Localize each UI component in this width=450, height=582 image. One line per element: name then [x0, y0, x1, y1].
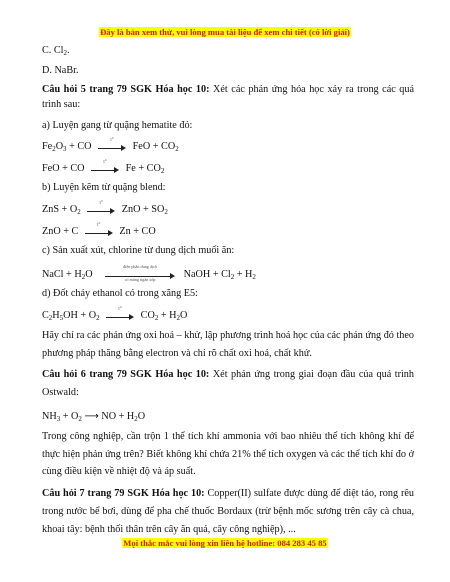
question-6-intro: Câu hỏi 6 trang 79 SGK Hóa học 10: Xét phản ứng trong giai đoạn đầu của quá trình Ostwald:: [42, 369, 414, 398]
question-7-intro: Câu hỏi 7 trang 79 SGK Hóa học 10: Copper(II) sulfate được dùng để diệt tảo, rong rêu trong nước bể bơi, dùng để pha chế thuốc Bordaux (trừ bệnh mốc sương trên cây cà chua, khoai tây: bệnh thối thân trên cây ăn quả, cây công nghiệp), ...: [42, 488, 414, 535]
question-5-title: Câu hỏi 5 trang 79 SGK Hóa học 10:: [42, 84, 210, 95]
question-5-intro: Câu hỏi 5 trang 79 SGK Hóa học 10: Xét các phản ứng hóa học xảy ra trong các quá trình sau:: [42, 84, 414, 110]
hotline-banner-text: Mọi thắc mắc vui lòng xin liên hệ hotline: 084 283 45 85: [123, 538, 327, 548]
equation-ostwald: $NH_3 + O_2$ ⟶ NO + $H_2O$: [42, 411, 146, 423]
q5-part-d-label: d) Đốt cháy ethanol có trong xăng E5:: [42, 288, 198, 299]
equation-6: $C_2H_5OH + O_2$ t° $CO_2 + H_2O$: [42, 306, 188, 322]
electrolysis-arrow-icon: điện phân dung dịch có màng ngăn xốp: [105, 270, 175, 280]
equation-4: ZnO + C t° Zn + CO: [42, 222, 156, 237]
q5-part-c-label: c) Sản xuất xút, chlorine từ dung dịch muối ăn:: [42, 245, 235, 256]
q5-part-a-label: a) Luyện gang từ quặng hematite đỏ:: [42, 120, 193, 131]
q6-body: Trong công nghiệp, cần trộn 1 thể tích khí ammonia với bao nhiêu thể tích không khí để thực hiện phản ứng trên? Biết không khí chứa 21% thể tích oxygen và các thể tích khí đo ở cùng điều kiện về nhiệt độ và áp suất.: [42, 431, 414, 477]
arrow-icon: ⟶: [84, 411, 99, 422]
preview-banner-text: Đây là bản xem thử, vui lòng mua tài liệu để xem chi tiết (có lời giải): [100, 27, 350, 37]
heat-arrow-icon: t°: [87, 205, 115, 215]
heat-arrow-icon: t°: [106, 311, 134, 321]
equation-1: $Fe_2O_3$ + CO t° FeO + $CO_2$: [42, 137, 179, 153]
equation-5: NaCl + $H_2O$ điện phân dung dịch có màng ngăn xốp NaOH + $Cl_2 + H_2$: [42, 263, 256, 282]
question-7-title: Câu hỏi 7 trang 79 SGK Hóa học 10:: [42, 488, 205, 499]
question-6-title: Câu hỏi 6 trang 79 SGK Hóa học 10:: [42, 369, 210, 380]
heat-arrow-icon: t°: [91, 164, 119, 174]
preview-banner: [0, 27, 450, 37]
heat-arrow-icon: t°: [98, 142, 126, 152]
heat-arrow-icon: t°: [85, 227, 113, 237]
option-d: D. NaBr.: [42, 65, 79, 76]
equation-2: FeO + CO t° $Fe + CO_2$: [42, 159, 165, 175]
hotline-banner: [0, 538, 450, 548]
option-c: C. $Cl_2$.: [42, 45, 70, 57]
q5-part-b-label: b) Luyện kẽm từ quặng blend:: [42, 182, 166, 193]
q5-instruction: Hãy chỉ ra các phản ứng oxi hoá – khử, lập phương trình hoá học của các phản ứng đó theo phương pháp thăng bằng electron và chỉ rõ chất oxi hoá, chất khử.: [42, 330, 414, 359]
equation-3: ZnS + $O_2$ t° ZnO + $SO_2$: [42, 200, 168, 216]
